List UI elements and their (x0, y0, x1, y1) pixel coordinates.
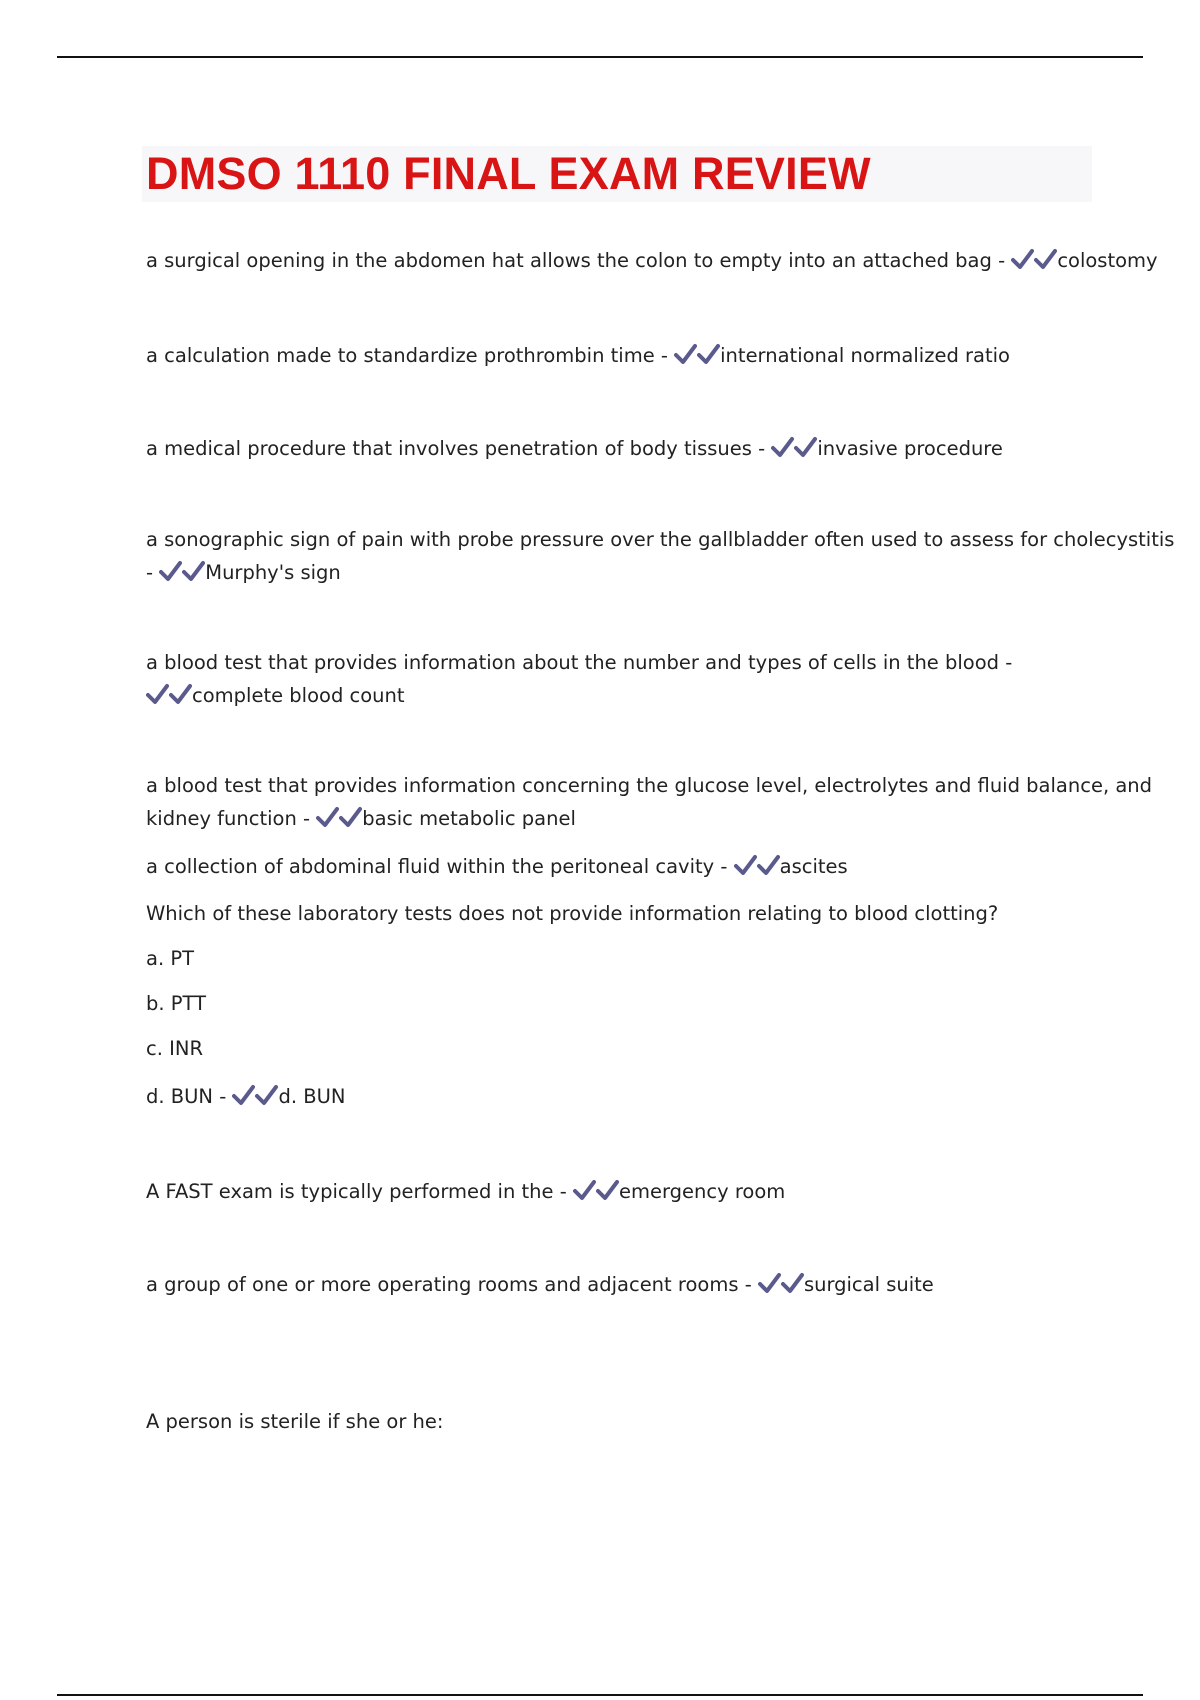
check-mark-icon (1011, 248, 1034, 270)
qa-item-bmp-line-1 (146, 770, 1153, 802)
qa-item-colostomy (146, 245, 1158, 277)
check-mark-icon (232, 1084, 255, 1106)
check-mark-icon (794, 436, 817, 458)
qa-item-inr (146, 340, 1101, 372)
qa-item-fast-exam (146, 1176, 1101, 1208)
check-mark-icon (159, 560, 182, 582)
qa-item-murphys-sign-line-1 (146, 524, 1175, 556)
question-text: a calculation made to standardize prothrombin time - (146, 344, 668, 367)
answer-text: basic metabolic panel (362, 807, 576, 830)
page-title: DMSO 1110 FINAL EXAM REVIEW (146, 148, 871, 199)
check-mark-icon (697, 343, 720, 365)
question-text: a blood test that provides information concerning the glucose level, electrolytes and fluid balance, and (146, 774, 1153, 797)
qa-item-surgical-suite (146, 1269, 1101, 1301)
check-mark-icon (169, 683, 192, 705)
option-a (146, 943, 1101, 975)
qa-item-sterile-person (146, 1406, 1101, 1438)
question-text: a medical procedure that involves penetration of body tissues - (146, 437, 766, 460)
qa-item-bmp-line-2 (146, 803, 1101, 835)
check-mark-icon (674, 343, 697, 365)
qa-item-ascites (146, 851, 1101, 883)
option-d-answer (146, 1081, 1101, 1113)
question-text: A person is sterile if she or he: (146, 1410, 444, 1433)
answer-text: ascites (779, 855, 848, 878)
check-mark-icon (182, 560, 205, 582)
answer-text: d. BUN (278, 1085, 346, 1108)
check-mark-icon (781, 1272, 804, 1294)
question-text: a collection of abdominal fluid within the peritoneal cavity - (146, 855, 728, 878)
bottom-rule (57, 1694, 1143, 1696)
option-b (146, 988, 1101, 1020)
answer-text: colostomy (1057, 249, 1158, 272)
qa-item-invasive-procedure (146, 433, 1101, 465)
qa-item-cbc-line-2 (146, 680, 1101, 712)
check-mark-icon (339, 806, 362, 828)
check-mark-icon (596, 1179, 619, 1201)
check-mark-icon (734, 854, 757, 876)
question-text: a blood test that provides information about the number and types of cells in the blood - (146, 651, 1013, 674)
answer-text: complete blood count (192, 684, 405, 707)
check-mark-icon (1034, 248, 1057, 270)
top-rule (57, 56, 1143, 58)
qa-item-cbc-line-1 (146, 647, 1101, 679)
option-text: d. BUN - (146, 1085, 227, 1108)
qa-item-murphys-sign-line-2 (146, 557, 1101, 589)
check-mark-icon (255, 1084, 278, 1106)
question-text: Which of these laboratory tests does not provide information relating to blood clotting? (146, 902, 999, 925)
option-text: a. PT (146, 947, 195, 970)
question-text: a surgical opening in the abdomen hat allows the colon to empty into an attached bag - (146, 249, 1006, 272)
qa-item-blood-clotting-question (146, 898, 1101, 930)
check-mark-icon (757, 854, 780, 876)
answer-text: international normalized ratio (720, 344, 1010, 367)
option-text: b. PTT (146, 992, 207, 1015)
question-text-continued: - (146, 561, 154, 584)
option-text: c. INR (146, 1037, 204, 1060)
check-mark-icon (758, 1272, 781, 1294)
check-mark-icon (316, 806, 339, 828)
question-text: A FAST exam is typically performed in the - (146, 1180, 567, 1203)
option-c (146, 1033, 1101, 1065)
check-mark-icon (146, 683, 169, 705)
check-mark-icon (573, 1179, 596, 1201)
check-mark-icon (771, 436, 794, 458)
question-text-continued: kidney function - (146, 807, 311, 830)
answer-text: surgical suite (803, 1273, 934, 1296)
question-text: a group of one or more operating rooms and adjacent rooms - (146, 1273, 752, 1296)
answer-text: invasive procedure (817, 437, 1003, 460)
answer-text: emergency room (618, 1180, 786, 1203)
answer-text: Murphy's sign (205, 561, 341, 584)
question-text: a sonographic sign of pain with probe pressure over the gallbladder often used to assess for cholecystitis (146, 528, 1175, 551)
